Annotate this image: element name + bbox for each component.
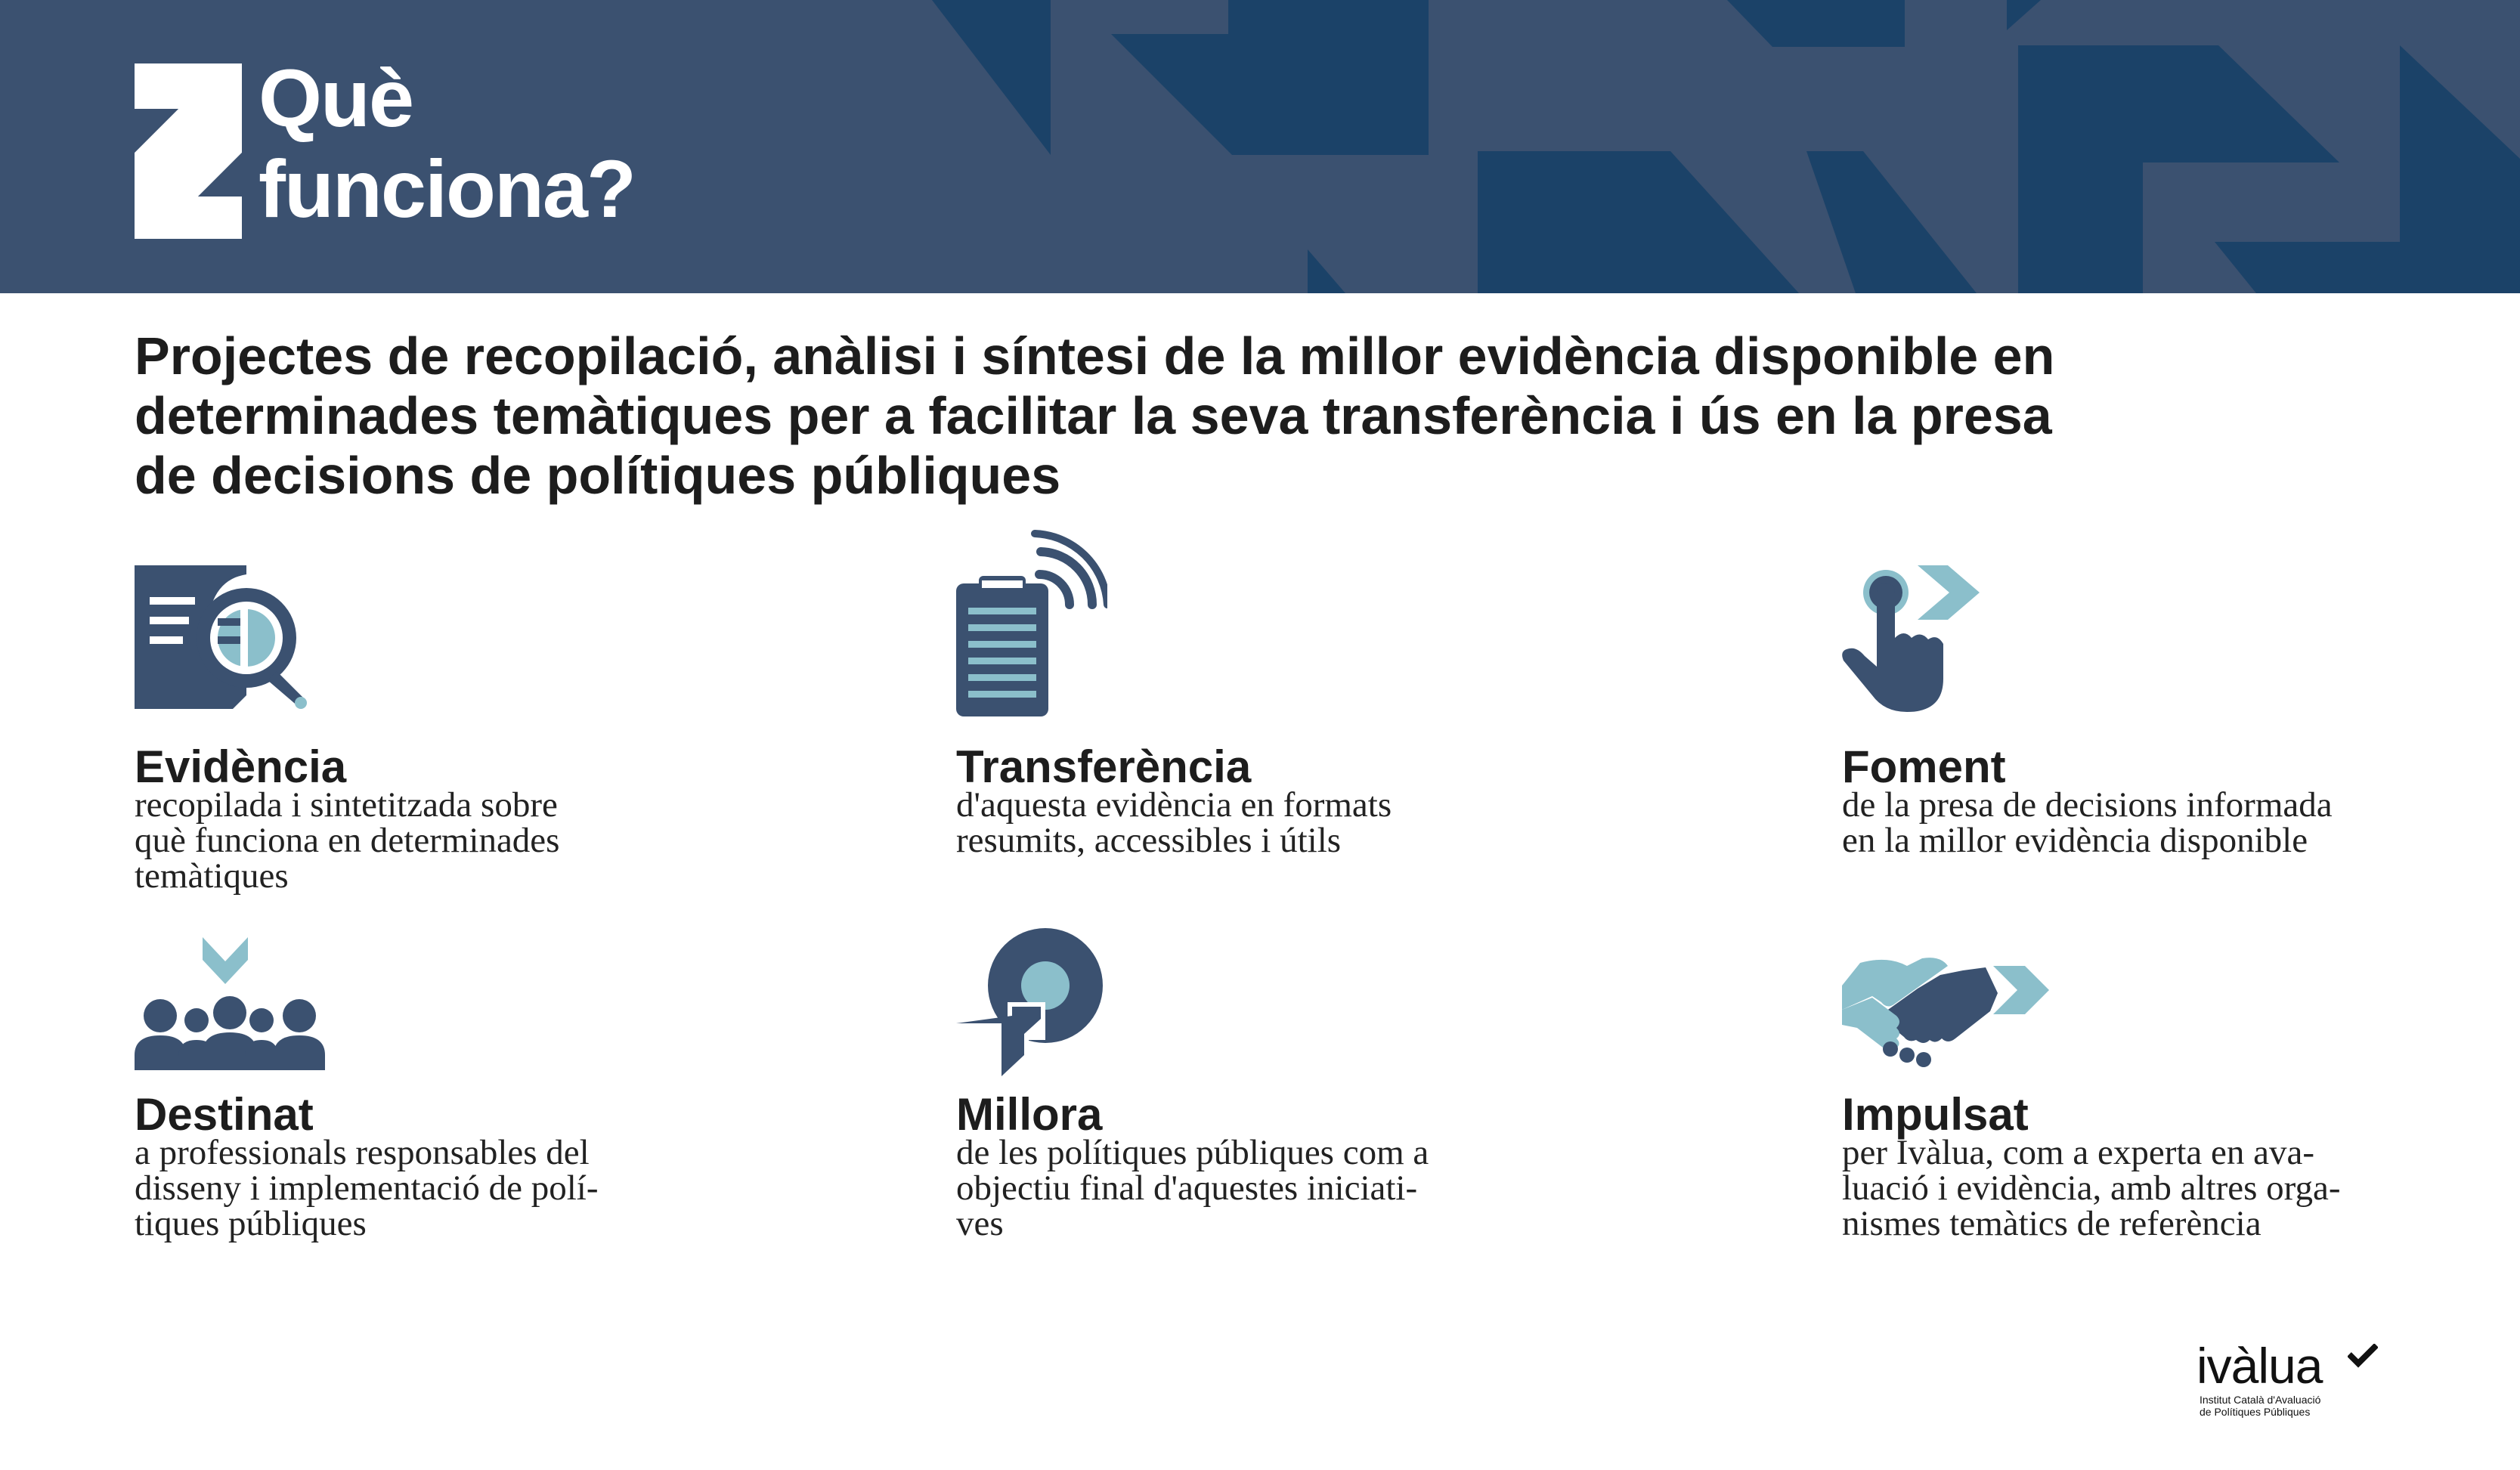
logo-subtitle-line: de Polítiques Públiques	[2200, 1406, 2311, 1418]
people-group-icon	[135, 937, 331, 1070]
description-line: a professionals responsables del	[135, 1133, 590, 1172]
description-line: ves	[956, 1204, 1004, 1243]
handshake-icon	[1842, 955, 2061, 1069]
intro-line: de decisions de polítiques públiques	[135, 446, 1061, 505]
feature-title: Destinat	[135, 1089, 314, 1140]
description-line: de la presa de decisions informada	[1842, 785, 2333, 825]
description-line: temàtiques	[135, 856, 289, 896]
feature-title: Foment	[1842, 741, 2006, 792]
feature-description	[135, 1135, 598, 1242]
description-line: tiques públiques	[135, 1204, 367, 1243]
logo-subtitle	[2200, 1394, 2320, 1418]
feature-title: Millora	[956, 1089, 1103, 1140]
description-line: de les polítiques públiques com a	[956, 1133, 1429, 1172]
hand-pointer-icon	[1842, 565, 1993, 716]
description-line: luació i evidència, amb altres orga-	[1842, 1168, 2341, 1208]
description-line: disseny i implementació de polí-	[135, 1168, 599, 1208]
page-title-line: Què	[259, 52, 413, 144]
description-line: recopilada i sintetitzada sobre	[135, 785, 558, 825]
logo-wordmark: ivàlua	[2196, 1338, 2323, 1394]
page-title-line: funciona?	[259, 143, 635, 234]
logo-subtitle-line: Institut Català d'Avaluació	[2200, 1394, 2321, 1406]
feature-description	[1842, 785, 2333, 860]
feature-title: Evidència	[135, 741, 347, 792]
intro-line: determinades temàtiques per a facilitar la seva transferència i ús en la presa	[135, 386, 2052, 445]
description-line: què funciona en determinades	[135, 821, 560, 860]
que-funciona-logo-icon	[135, 63, 242, 239]
feature-title: Impulsat	[1842, 1089, 2029, 1140]
intro-line: Projectes de recopilació, anàlisi i síntesi de la millor evidència disponible en	[135, 326, 2055, 385]
feature-description	[956, 1135, 1429, 1242]
description-line: en la millor evidència disponible	[1842, 821, 2308, 860]
feature-description	[956, 785, 1392, 860]
checkmark-icon	[2348, 1344, 2378, 1368]
feature-description	[1842, 1135, 2340, 1242]
feature-description	[135, 785, 560, 896]
ivalua-logo	[2196, 1339, 2393, 1422]
description-line: resumits, accessibles i útils	[956, 821, 1342, 860]
feature-title: Transferència	[956, 741, 1252, 792]
description-line: objectiu final d'aquestes iniciati-	[956, 1168, 1418, 1208]
description-line: per Ivàlua, com a experta en ava-	[1842, 1133, 2314, 1172]
header-banner	[0, 0, 2520, 293]
description-line: nismes temàtics de referència	[1842, 1204, 2261, 1243]
description-line: d'aquesta evidència en formats	[956, 785, 1392, 825]
document-magnifier-icon	[135, 565, 308, 716]
clipboard-broadcast-icon	[956, 529, 1107, 718]
target-arrow-icon	[956, 928, 1107, 1076]
intro-statement	[135, 326, 2175, 506]
page-title	[259, 53, 635, 234]
